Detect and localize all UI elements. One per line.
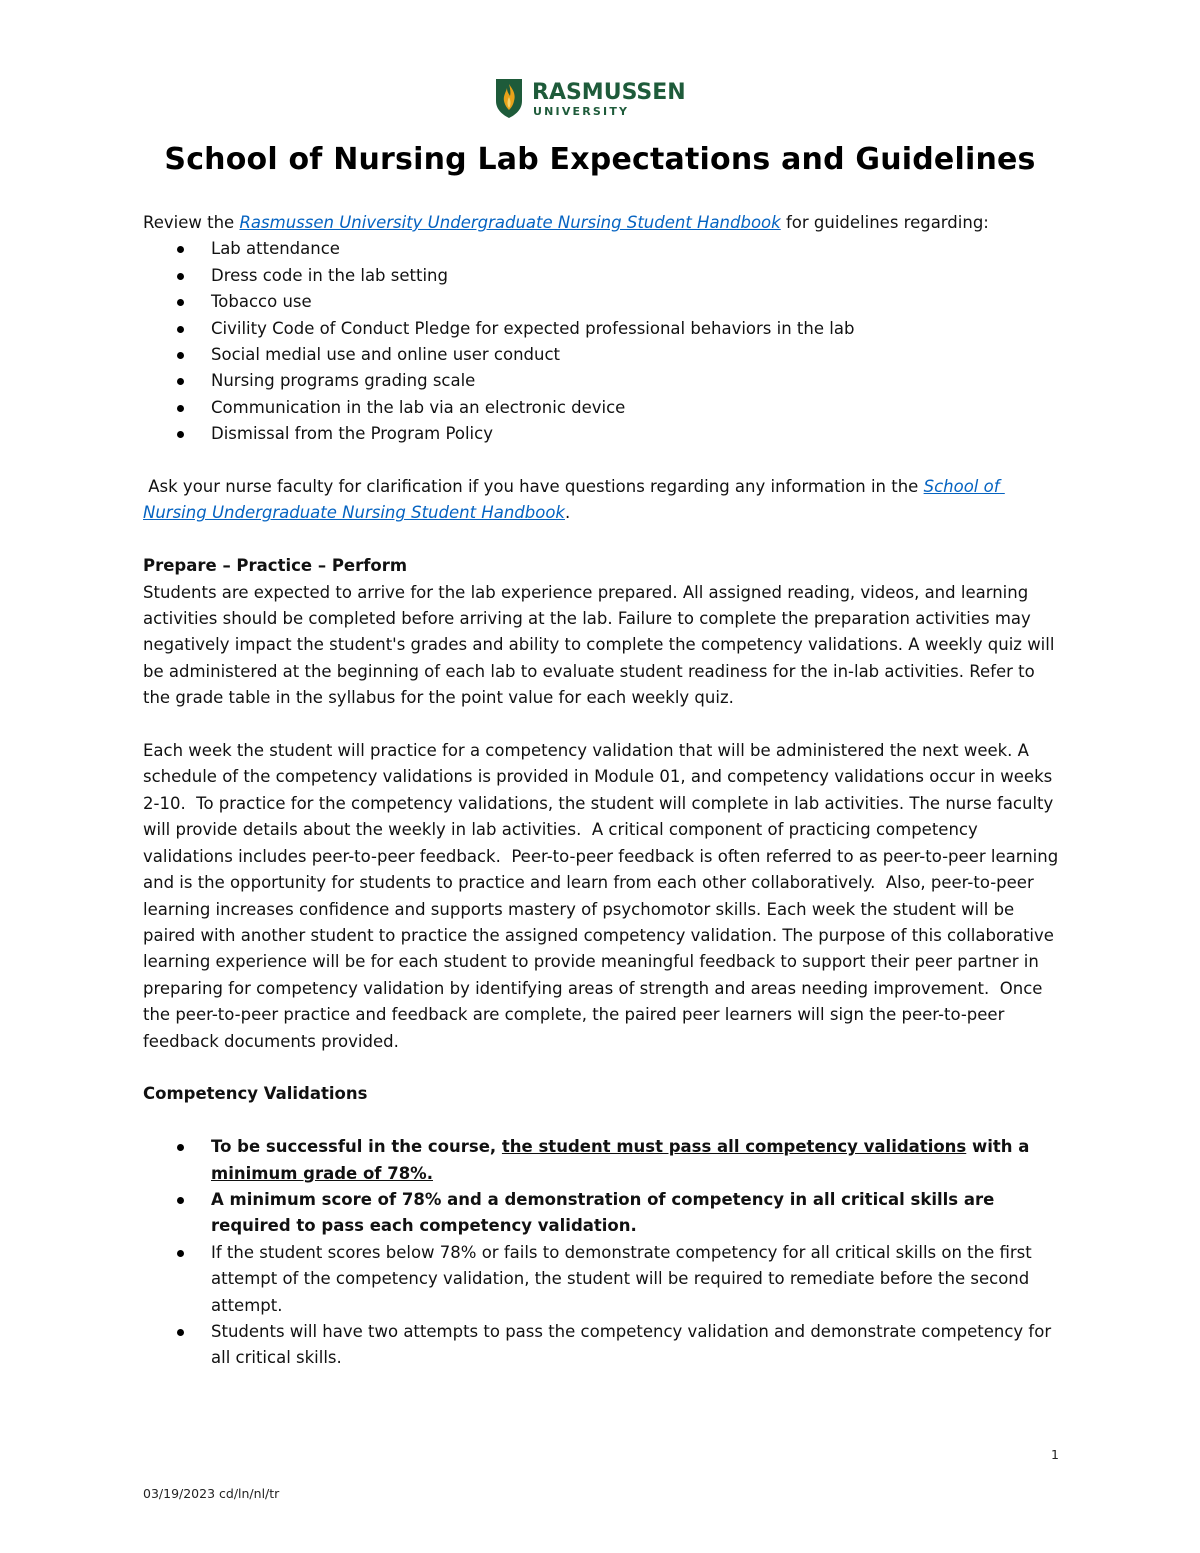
intro-prefix: Review the (143, 213, 240, 232)
list-item (143, 236, 1063, 262)
bullet-icon (177, 273, 184, 280)
list-item-text: Social medial use and online user conduct (211, 345, 561, 365)
bullet-icon (177, 378, 184, 385)
ask-suffix: . (564, 503, 571, 523)
list-item-text: Civility Code of Conduct Pledge for expected professional behaviors in the lab (211, 318, 855, 338)
list-item (143, 395, 1063, 421)
underlined-text: minimum grade of 78%. (211, 1163, 433, 1183)
underlined-text: the student must pass all competency validations (501, 1137, 967, 1157)
school-handbook-link[interactable]: School of Nursing Undergraduate Nursing Student Handbook (143, 477, 1005, 523)
prepare-paragraph-1: Students are expected to arrive for the lab experience prepared. All assigned reading, videos, and learning activities should be completed before arriving at the lab. Failure to complete the preparation activities may negatively impact the student's grades and ability to complete the competency validations. A weekly quiz will be administered at the beginning of each lab to evaluate student readiness for the in-lab activities. Refer to the grade table in the syllabus for the point value for each weekly quiz. (143, 582, 1055, 708)
logo-name: RASMUSSEN (532, 80, 686, 105)
list-item-text: Dismissal from the Program Policy (211, 424, 493, 444)
list-item-text: Communication in the lab via an electronic device (211, 397, 626, 417)
bullet-icon (177, 431, 184, 438)
prepare-heading: Prepare – Practice – Perform (143, 556, 408, 576)
list-item (143, 368, 1063, 394)
bullet-icon (177, 299, 184, 306)
bullet-icon (177, 1250, 184, 1257)
list-item (143, 1134, 1063, 1187)
bullet-icon (177, 246, 184, 253)
competency-rules-list (143, 1134, 1063, 1372)
footer-date-code: 03/19/2023 cd/ln/nl/tr (143, 1486, 280, 1501)
list-item (143, 263, 1063, 289)
ask-faculty-paragraph (143, 474, 1063, 527)
list-item (143, 1187, 1063, 1240)
bullet-icon (177, 1144, 184, 1151)
bullet-icon (177, 352, 184, 359)
page-title: School of Nursing Lab Expectations and Guidelines (164, 142, 1036, 177)
handbook-topics-list (143, 236, 1063, 447)
page-number: 1 (1051, 1447, 1059, 1462)
bullet-icon (177, 1197, 184, 1204)
list-item (143, 1240, 1063, 1319)
list-item-text: Lab attendance (211, 239, 340, 259)
document-body (143, 210, 1063, 1372)
logo-subtitle: UNIVERSITY (533, 105, 630, 118)
prepare-paragraph-2: Each week the student will practice for a competency validation that will be administered the next week. A schedule of the competency validations is provided in Module 01, and competency validations occur in weeks 2-10. To practice for the competency validations, the student will complete in lab activities. The nurse faculty will provide details about the weekly in lab activities. A critical component of practicing competency validations includes peer-to-peer feedback. Peer-to-peer feedback is often referred to as peer-to-peer learning and is the opportunity for students to practice and learn from each other collaboratively. Also, peer-to-peer learning increases confidence and supports mastery of psychomotor skills. Each week the student will be paired with another student to practice the assigned competency validation. The purpose of this collaborative learning experience will be for each student to provide meaningful feedback to support their peer partner in preparing for competency validation by identifying areas of strength and areas needing improvement. Once the peer-to-peer practice and feedback are complete, the paired peer learners will sign the peer-to-peer feedback documents provided. (143, 741, 1064, 1051)
list-item-text: Nursing programs grading scale (211, 371, 476, 391)
list-item-text: If the student scores below 78% or fails to demonstrate competency for all critical skills on the first attempt of the competency validation, the student will be required to remediate before the second attempt. (211, 1242, 1032, 1315)
bullet-icon (177, 405, 184, 412)
list-item (143, 1319, 1063, 1372)
ask-prefix: Ask your nurse faculty for clarification if you have questions regarding any information in the (143, 477, 924, 497)
competency-heading: Competency Validations (143, 1084, 368, 1104)
list-item (143, 316, 1063, 342)
list-item-text: A minimum score of 78% and a demonstration of competency in all critical skills are required to pass each competency validation. (211, 1189, 995, 1236)
bullet-icon (177, 1329, 184, 1336)
list-item-text: with a (966, 1137, 1030, 1157)
list-item-text: Students will have two attempts to pass the competency validation and demonstrate competency for all critical skills. (211, 1321, 1052, 1368)
list-item (143, 289, 1063, 315)
bullet-icon (177, 326, 184, 333)
list-item-text: To be successful in the course, (211, 1137, 502, 1157)
list-item (143, 421, 1063, 447)
list-item (143, 342, 1063, 368)
shield-flame-icon (494, 77, 524, 119)
intro-paragraph (143, 210, 1063, 236)
list-item-text: Tobacco use (211, 292, 312, 312)
intro-suffix: for guidelines regarding: (780, 213, 989, 232)
list-item-text: Dress code in the lab setting (211, 265, 448, 285)
handbook-link[interactable]: Rasmussen University Undergraduate Nursing Student Handbook (239, 213, 781, 232)
